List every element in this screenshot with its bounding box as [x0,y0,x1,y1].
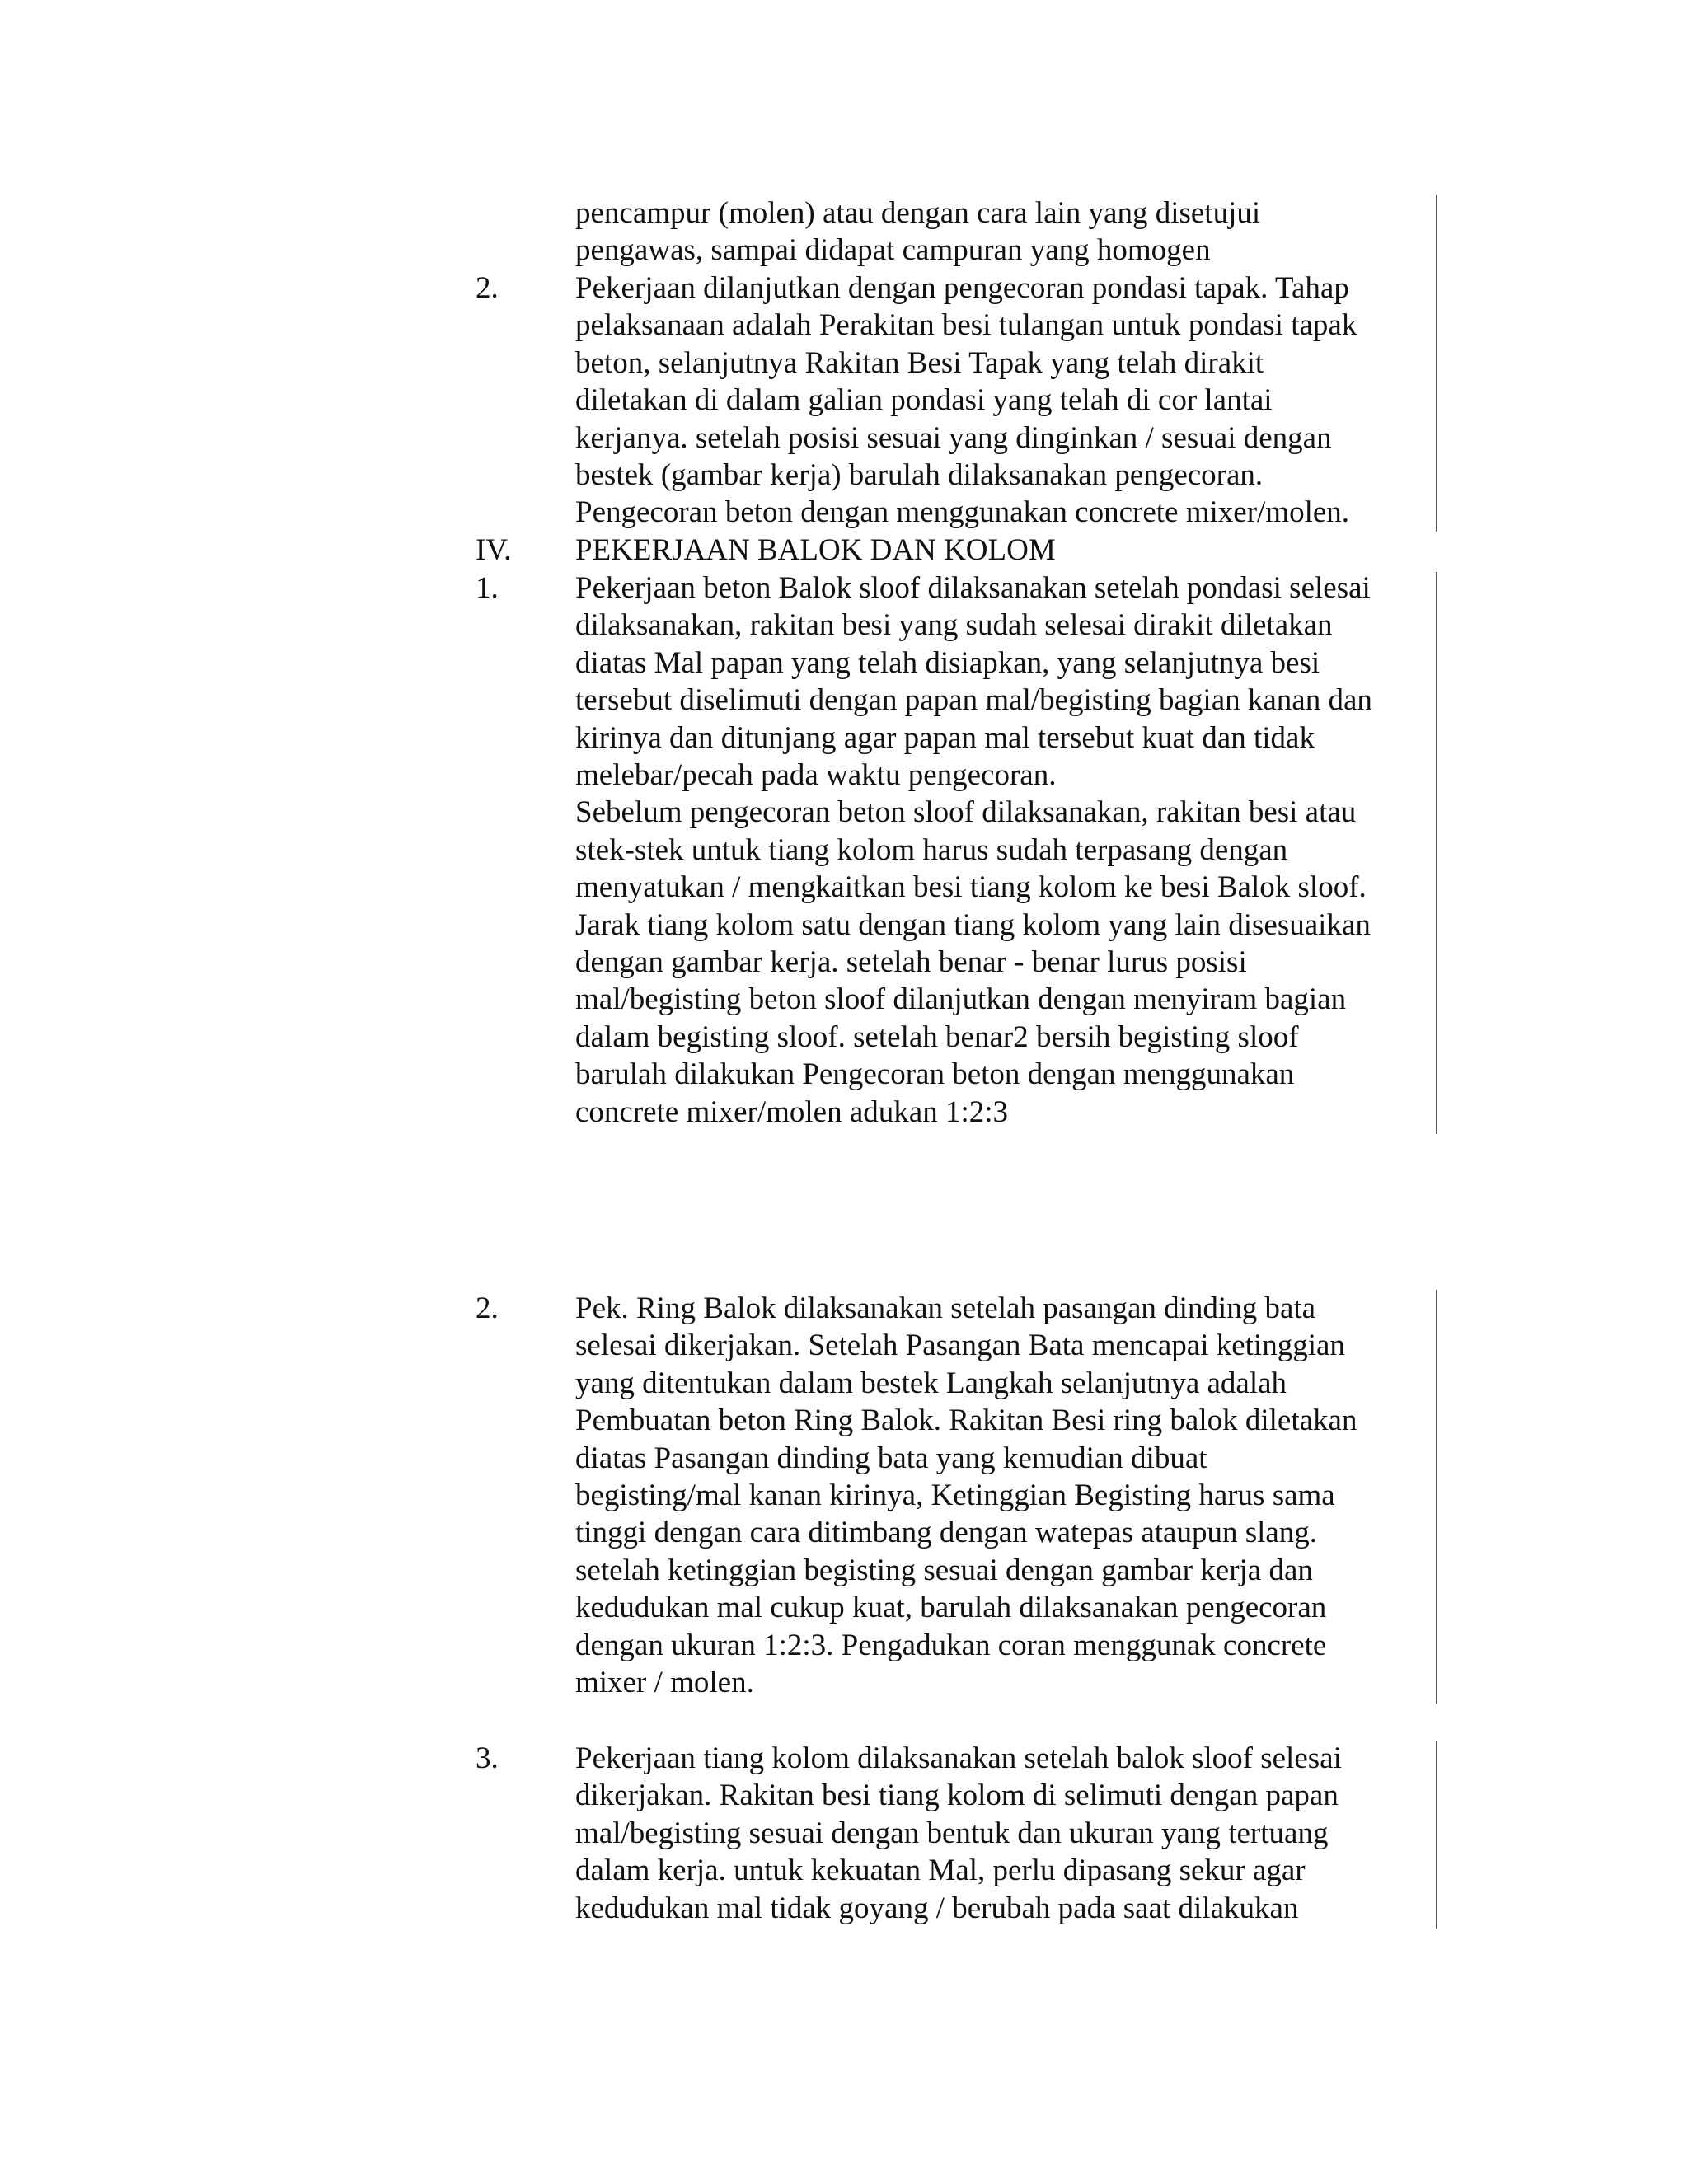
text-line: tersebut diselimuti dengan papan mal/begisting bagian kanan dan [575,683,1372,718]
text-line: tinggi dengan cara ditimbang dengan watepas ataupun slang. [575,1516,1318,1550]
section-title: PEKERJAAN BALOK DAN KOLOM [575,533,1056,567]
list-number: 2. [476,1291,499,1325]
text-line: begisting/mal kanan kirinya, Ketinggian Begisting harus sama [575,1479,1335,1512]
text-line: beton, selanjutnya Rakitan Besi Tapak yang telah dirakit [575,345,1264,380]
text-line: Jarak tiang kolom satu dengan tiang kolom yang lain disesuaikan [575,907,1371,942]
text-line: barulah dilakukan Pengecoran beton dengan menggunakan [575,1057,1295,1092]
text-line: mal/begisting sesuai dengan bentuk dan ukuran yang tertuang [575,1816,1329,1850]
text-line: dilaksanakan, rakitan besi yang sudah selesai dirakit diletakan [575,608,1333,643]
text-line: Pekerjaan tiang kolom dilaksanakan setelah balok sloof selesai [575,1741,1342,1775]
text-line: setelah ketinggian begisting sesuai dengan gambar kerja dan [575,1553,1313,1587]
text-line: diatas Mal papan yang telah disiapkan, yang selanjutnya besi [575,645,1320,680]
text-line: menyatukan / mengkaitkan besi tiang kolom ke besi Balok sloof. [575,870,1367,905]
text-line: Pembuatan beton Ring Balok. Rakitan Besi ring balok diletakan [575,1404,1357,1438]
change-bar-4 [1436,1741,1437,1929]
text-line: dengan ukuran 1:2:3. Pengadukan coran menggunak concrete [575,1628,1327,1662]
text-line: kedudukan mal tidak goyang / berubah pada saat dilakukan [575,1891,1299,1925]
change-bar-2 [1436,572,1437,1134]
text-line: Pekerjaan dilanjutkan dengan pengecoran pondasi tapak. Tahap [575,271,1349,305]
text-line: dalam kerja. untuk kekuatan Mal, perlu dipasang sekur agar [575,1854,1306,1888]
text-line: Sebelum pengecoran beton sloof dilaksanakan, rakitan besi atau [575,795,1357,830]
text-line: melebar/pecah pada waktu pengecoran. [575,758,1057,792]
text-line: pengawas, sampai didapat campuran yang homogen [575,233,1211,268]
text-line: Pek. Ring Balok dilaksanakan setelah pasangan dinding bata [575,1291,1316,1325]
change-bar-1 [1436,195,1437,532]
list-number: 3. [476,1741,499,1775]
text-line: concrete mixer/molen adukan 1:2:3 [575,1094,1009,1129]
text-line: dengan gambar kerja. setelah benar - benar lurus posisi [575,945,1247,979]
text-line: kedudukan mal cukup kuat, barulah dilaksanakan pengecoran [575,1591,1327,1625]
text-line: mixer / molen. [575,1666,754,1699]
change-bar-3 [1436,1290,1437,1704]
list-number: 1. [476,571,499,605]
text-line: kirinya dan ditunjang agar papan mal tersebut kuat dan tidak [575,720,1315,755]
text-line: stek-stek untuk tiang kolom harus sudah terpasang dengan [575,832,1288,867]
text-line: Pengecoran beton dengan menggunakan concrete mixer/molen. [575,495,1350,530]
text-line: mal/begisting beton sloof dilanjutkan dengan menyiram bagian [575,982,1347,1017]
text-line: pelaksanaan adalah Perakitan besi tulangan untuk pondasi tapak [575,308,1357,343]
text-line: Pekerjaan beton Balok sloof dilaksanakan setelah pondasi selesai [575,571,1371,605]
text-line: pencampur (molen) atau dengan cara lain yang disetujui [575,196,1261,230]
text-line: diletakan di dalam galian pondasi yang telah di cor lantai [575,383,1273,418]
list-number: 2. [476,271,499,305]
section-number: IV. [476,533,512,567]
text-line: dikerjakan. Rakitan besi tiang kolom di selimuti dengan papan [575,1779,1339,1813]
text-line: dalam begisting sloof. setelah benar2 bersih begisting sloof [575,1019,1299,1054]
text-line: diatas Pasangan dinding bata yang kemudian dibuat [575,1441,1207,1475]
text-line: bestek (gambar kerja) barulah dilaksanakan pengecoran. [575,458,1264,492]
text-line: selesai dikerjakan. Setelah Pasangan Bata mencapai ketinggian [575,1329,1345,1363]
text-line: kerjanya. setelah posisi sesuai yang dinginkan / sesuai dengan [575,420,1332,455]
text-line: yang ditentukan dalam bestek Langkah selanjutnya adalah [575,1366,1287,1400]
